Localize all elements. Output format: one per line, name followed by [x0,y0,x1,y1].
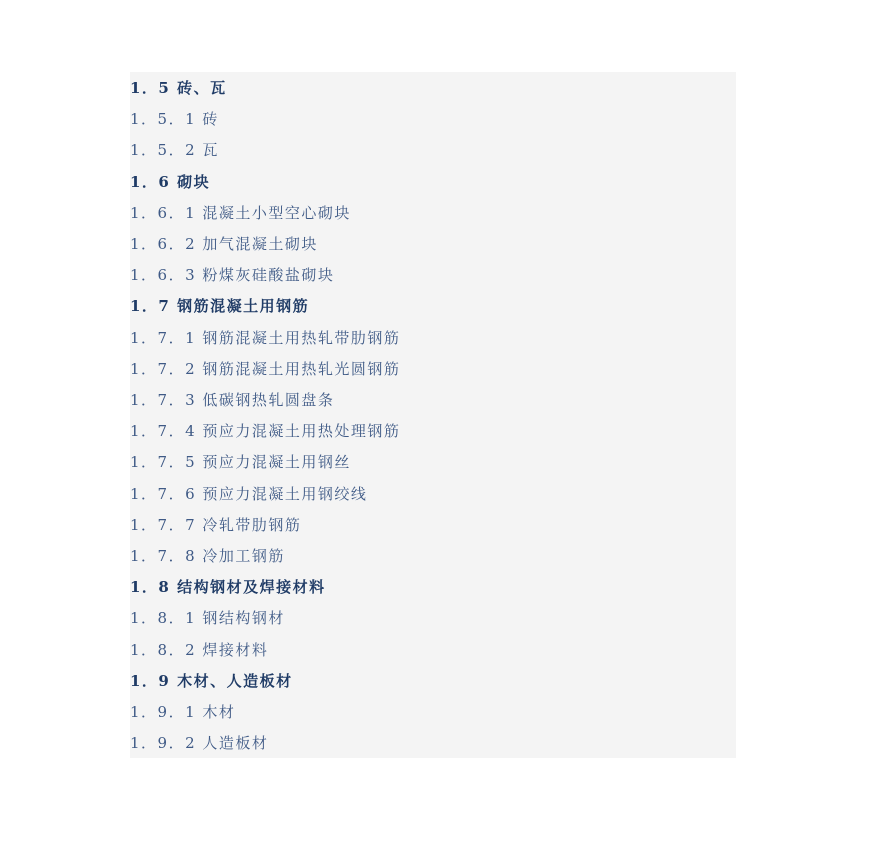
toc-subsection-item[interactable]: 1．7．2 钢筋混凝土用热轧光圆钢筋 [130,359,401,378]
toc-section-heading[interactable]: 1．7 钢筋混凝土用钢筋 [130,297,310,316]
toc-subsection-item[interactable]: 1．9．2 人造板材 [130,734,269,753]
table-of-contents [130,72,736,758]
toc-subsection-item[interactable]: 1．6．3 粉煤灰硅酸盐砌块 [130,266,335,285]
toc-subsection-item[interactable]: 1．5．2 瓦 [130,141,219,160]
toc-section-heading[interactable]: 1．9 木材、人造板材 [130,671,293,690]
toc-subsection-item[interactable]: 1．7．7 冷轧带肋钢筋 [130,515,302,534]
toc-section-heading[interactable]: 1．6 砌块 [130,172,211,191]
toc-subsection-item[interactable]: 1．8．2 焊接材料 [130,640,269,659]
toc-subsection-item[interactable]: 1．7．4 预应力混凝土用热处理钢筋 [130,422,401,441]
toc-section-heading[interactable]: 1．5 砖、瓦 [130,79,227,97]
toc-subsection-item[interactable]: 1．7．6 预应力混凝土用钢绞线 [130,484,368,503]
toc-subsection-item[interactable]: 1．7．5 预应力混凝土用钢丝 [130,453,351,472]
toc-subsection-item[interactable]: 1．6．2 加气混凝土砌块 [130,235,318,253]
toc-subsection-item[interactable]: 1．7．8 冷加工钢筋 [130,547,285,565]
toc-subsection-item[interactable]: 1．9．1 木材 [130,703,236,721]
toc-section-heading[interactable]: 1．8 结构钢材及焊接材料 [130,578,326,597]
toc-subsection-item[interactable]: 1．8．1 钢结构钢材 [130,609,285,628]
toc-subsection-item[interactable]: 1．5．1 砖 [130,110,219,129]
toc-subsection-item[interactable]: 1．6．1 混凝土小型空心砌块 [130,203,351,222]
toc-subsection-item[interactable]: 1．7．3 低碳钢热轧圆盘条 [130,391,335,409]
toc-subsection-item[interactable]: 1．7．1 钢筋混凝土用热轧带肋钢筋 [130,328,401,347]
